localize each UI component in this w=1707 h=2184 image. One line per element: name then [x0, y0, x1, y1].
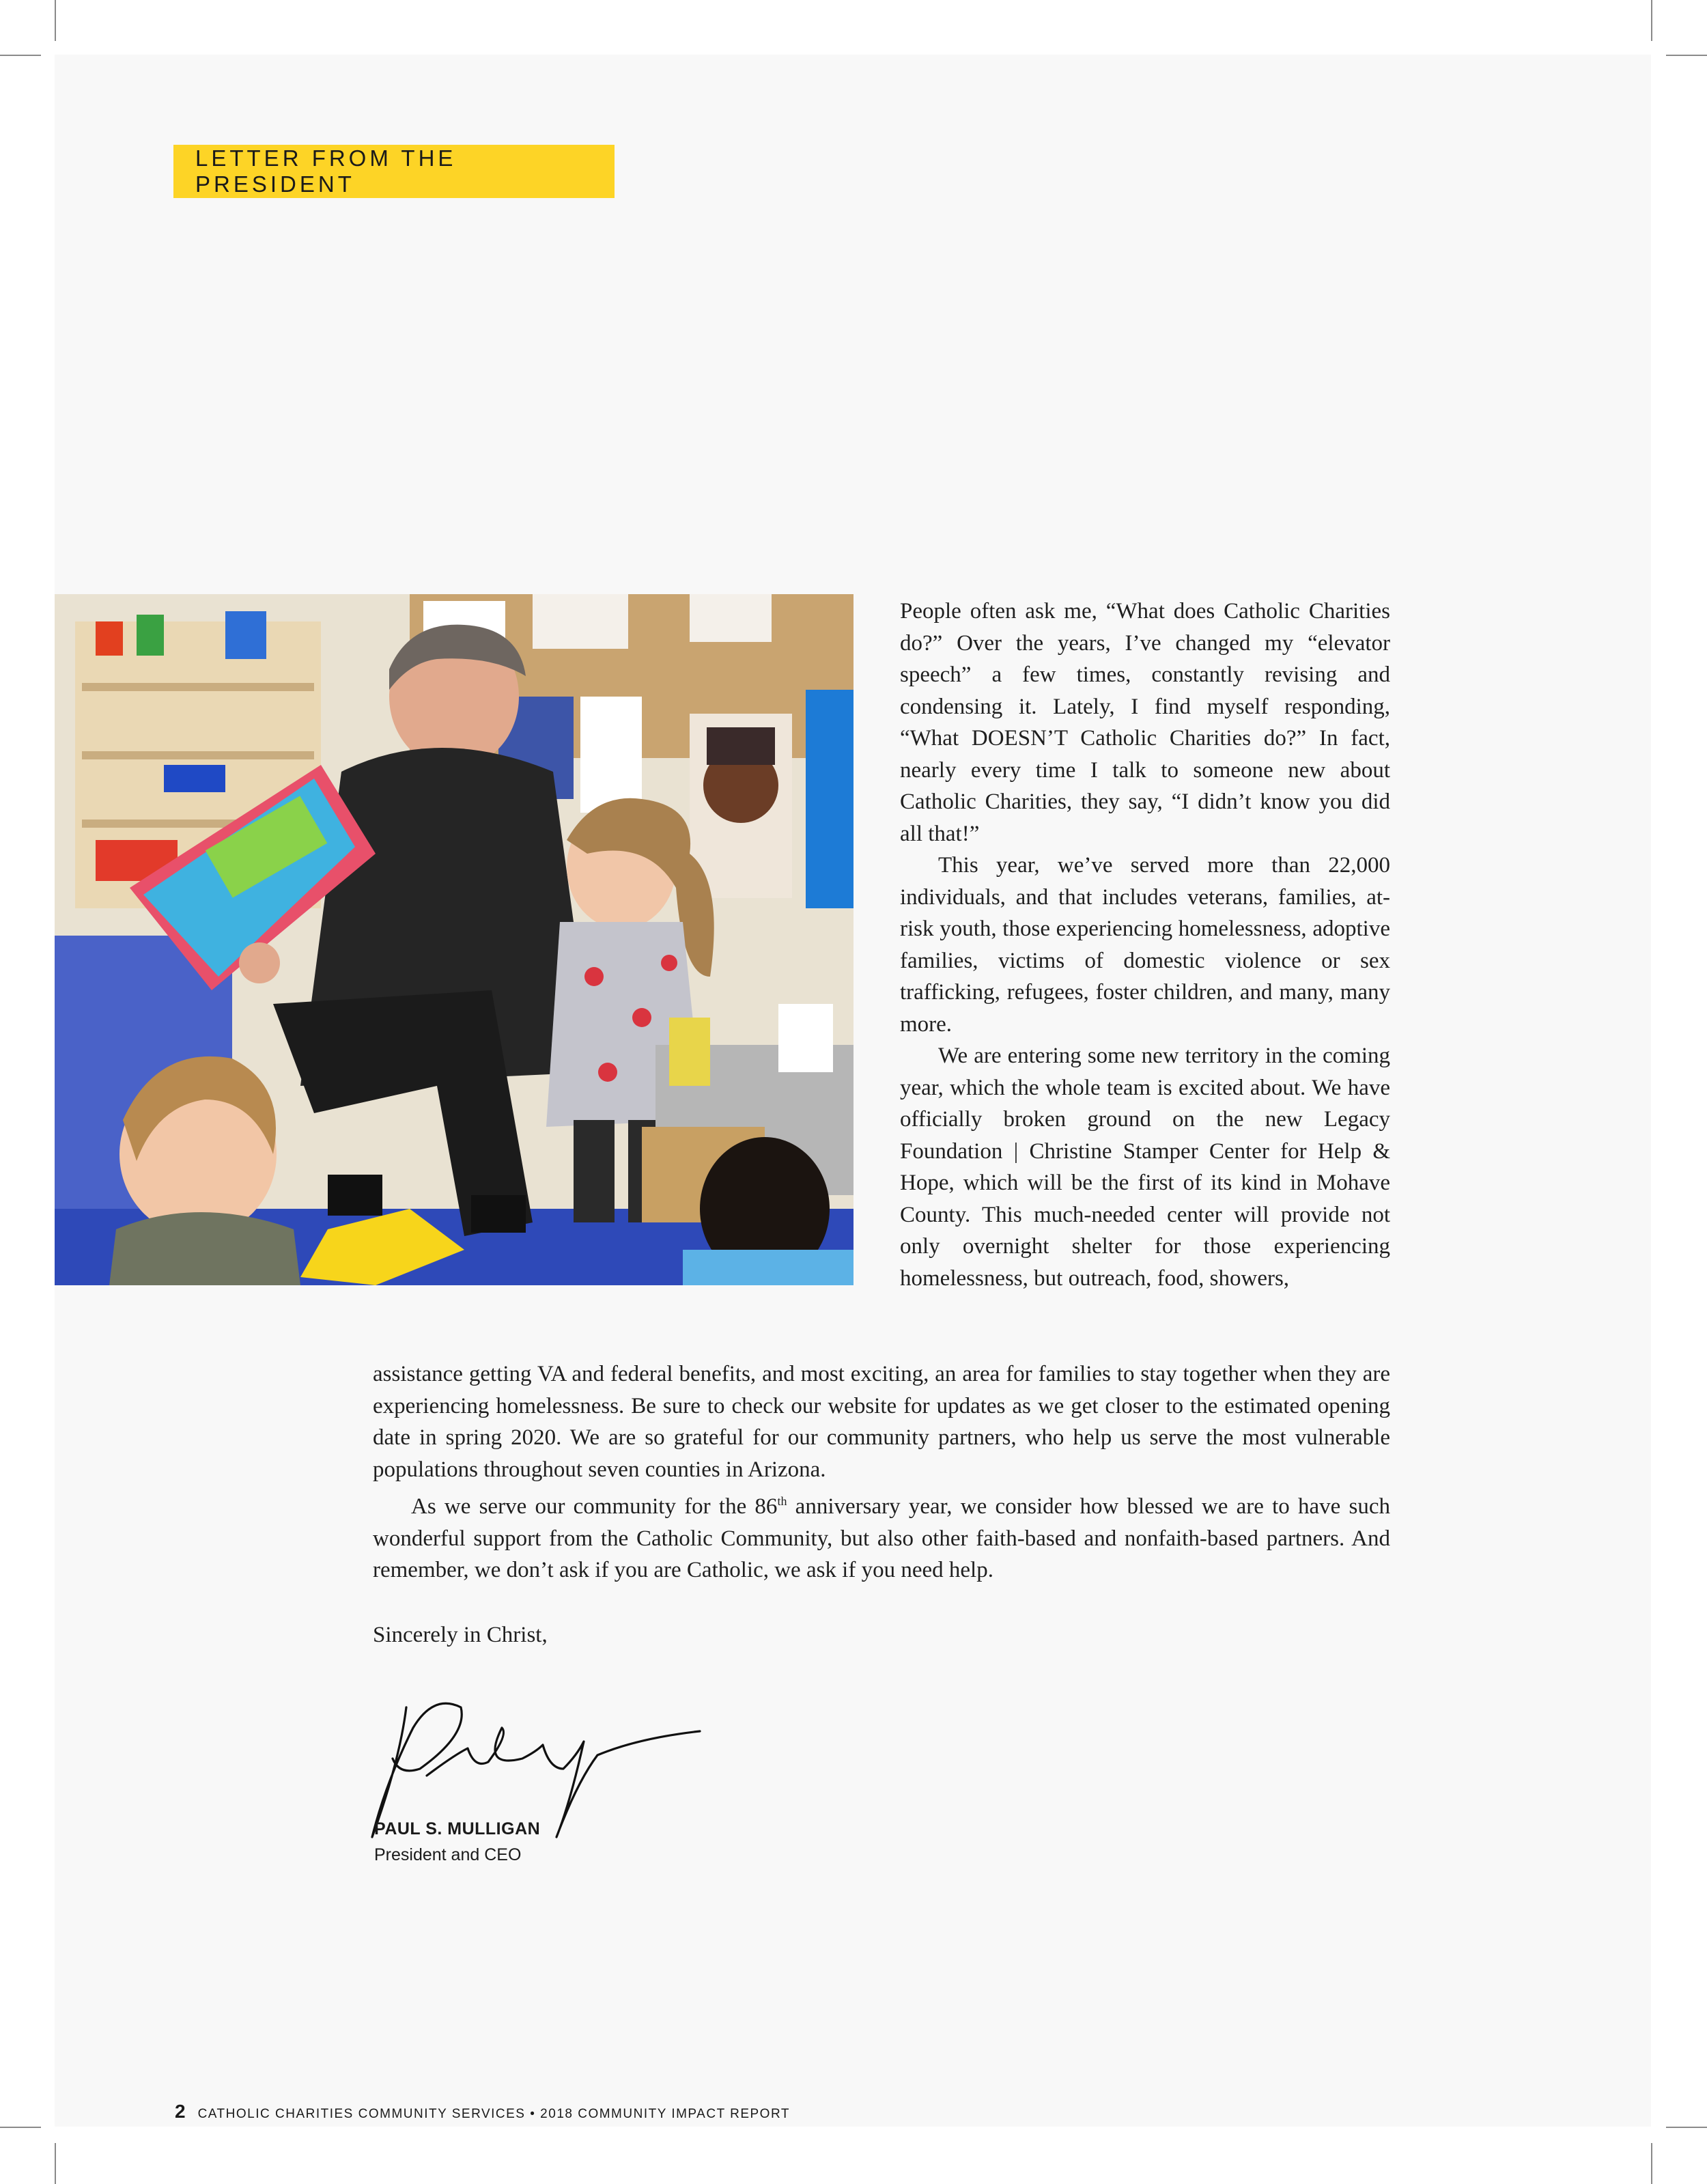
report-page	[55, 55, 1651, 2127]
crop-mark	[1651, 2143, 1652, 2184]
crop-mark	[1651, 0, 1652, 41]
letter-paragraph-2: This year, we’ve served more than 22,000 individuals, and that includes veterans, families, at-risk youth, those experiencing homelessness, adoptive families, victims of domestic violence or sex trafficking, refugees, foster children, and many, many more.	[900, 853, 1390, 1037]
crop-mark	[55, 2143, 56, 2184]
p4-part-1: As we serve our community for the 86	[411, 1494, 778, 1519]
crop-mark	[0, 2127, 41, 2128]
closing-line: Sincerely in Christ,	[373, 1623, 548, 1647]
letter-column-full	[373, 1358, 1390, 1586]
page-footer	[175, 2101, 790, 2123]
signer-name: PAUL S. MULLIGAN	[374, 1819, 541, 1838]
crop-mark	[1666, 2127, 1707, 2128]
crop-mark	[1666, 55, 1707, 56]
letter-paragraph-3: We are entering some new territory in the coming year, which the whole team is excited about. We have officially broken ground on the new Legacy Foundation | Christine Stamper Center for Help & Hope, which will be the first of its kind in Mohave County. This much-needed center will provide not only overnight shelter for those experiencing homelessness, but outreach, food, showers,	[900, 1044, 1390, 1291]
photo-president-reading	[55, 594, 854, 1285]
page-number: 2	[175, 2101, 186, 2122]
signature-image	[352, 1666, 734, 1844]
p4-part-2: anniversary year, we consider how blessed we are to have such wonderful support from the Catholic Community, but also other faith-based and nonfaith-based partners. And remember, we don’t ask if you are Catholic, we ask if you need help.	[373, 1494, 1390, 1582]
footer-publication: CATHOLIC CHARITIES COMMUNITY SERVICES • 2018 COMMUNITY IMPACT REPORT	[197, 2107, 790, 2121]
letter-paragraph-1: People often ask me, “What does Catholic Charities do?” Over the years, I’ve changed my “elevator speech” a few times, constantly revising and condensing it. Lately, I find myself responding, “What DOESN’T Catholic Charities do?” In fact, nearly every time I talk to someone new about Catholic Charities, they say, “I didn’t know you did all that!”	[900, 599, 1390, 846]
letter-paragraph-4	[373, 1485, 1390, 1586]
signer-title: President and CEO	[374, 1845, 522, 1864]
section-tag	[173, 145, 615, 198]
crop-mark	[0, 55, 41, 56]
p4-ordinal: th	[777, 1494, 787, 1508]
section-tag-label: LETTER FROM THE PRESIDENT	[195, 145, 457, 197]
letter-paragraph-3-continued: assistance getting VA and federal benefits, and most exciting, an area for families to stay together when they are experiencing homelessness. Be sure to check our website for updates as we get closer to the estimated opening date in spring 2020. We are so grateful for our community partners, who help us serve the most vulnerable populations throughout seven counties in Arizona.	[373, 1362, 1390, 1482]
crop-mark	[55, 0, 56, 41]
photo-illustration	[55, 594, 854, 1285]
letter-column-right	[900, 596, 1390, 1294]
